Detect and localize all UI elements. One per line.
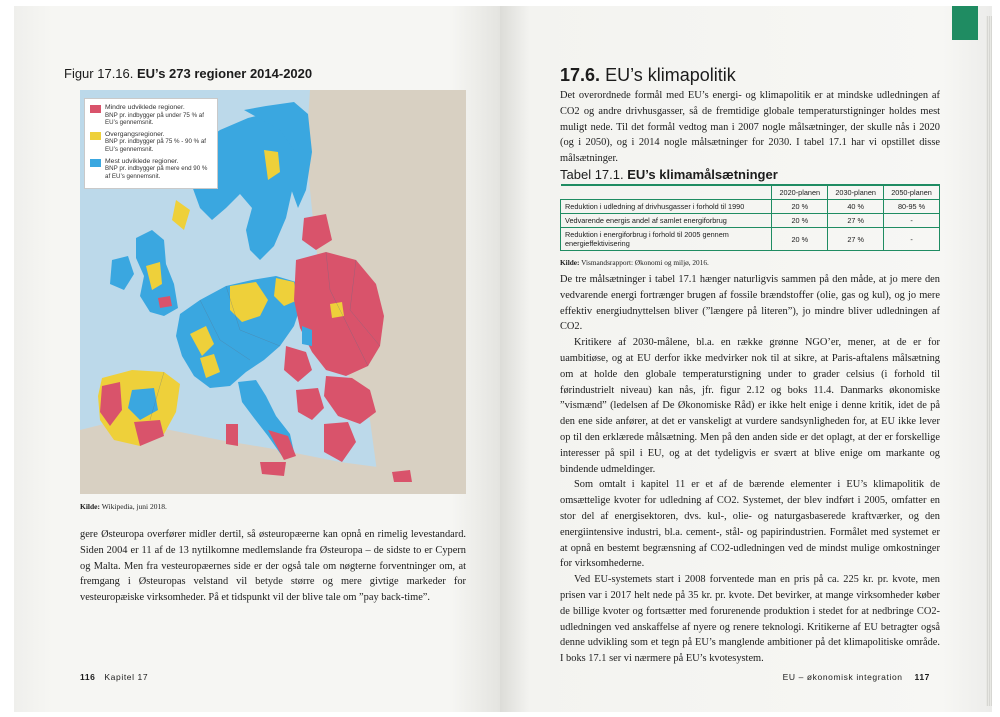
source-label: Kilde: bbox=[80, 502, 100, 511]
source-text: Wikipedia, juni 2018. bbox=[101, 502, 167, 511]
legend-swatch-blue bbox=[90, 159, 101, 167]
source-label: Kilde: bbox=[560, 258, 580, 267]
legend-swatch-yellow bbox=[90, 132, 101, 140]
table-header-row bbox=[561, 185, 940, 200]
table-header-cell: 2030-planen bbox=[828, 185, 884, 200]
legend-text-less-developed bbox=[105, 104, 212, 127]
chapter-label: Kapitel 17 bbox=[104, 672, 149, 682]
left-footer bbox=[80, 672, 148, 682]
table-header-cell: 2020-planen bbox=[772, 185, 828, 200]
table-cell: - bbox=[884, 214, 940, 228]
table-cell: 27 % bbox=[828, 214, 884, 228]
map-legend bbox=[84, 98, 218, 189]
table-cell: 27 % bbox=[828, 228, 884, 251]
table-source bbox=[560, 258, 709, 267]
page-tab-marker bbox=[952, 6, 978, 40]
page-edge bbox=[986, 16, 992, 706]
figure-number: Figur 17.16. bbox=[64, 66, 134, 81]
right-page bbox=[500, 6, 992, 712]
legend-text-transition bbox=[105, 131, 212, 154]
table-header-cell bbox=[561, 185, 772, 200]
intro-paragraph: Det overordnede formål med EU’s energi- og klimapolitik er at mindske udledningen af CO2 og andre drivhusgasser, så de fremtidige globale temperaturstigninger holdes mest muligt nede. Til det formål vedtog man i 2007 nogle målsætninger, der skulle nås i 2020 (og i 2050), og i 2014 nogle målsætninger for 2030. I tabel 17.1 har vi opstillet disse målsætninger. bbox=[560, 90, 940, 165]
legend-description: BNP pr. indbygger på under 75 % af EU’s gennemsnit. bbox=[105, 111, 204, 127]
body-paragraph: Som omtalt i kapitel 11 er et af de bærende elementer i EU’s klimapolitik de omsættelige kvoter for udledning af CO2. Systemet, der blev indført i 2005, omfatter en stor del af energisektoren, dvs. kul-, olie- og naturgasbaserede kraftværker, og den energiintensive industri, bl.a. cement-, stål- og papirindustrien. Formålet med systemet er at opnå en bestemt begrænsning af CO2-udledningen ved de mindst mulige omkostninger for virksomhederne. bbox=[560, 479, 940, 570]
table-cell: 20 % bbox=[772, 200, 828, 214]
table-title: EU’s klimamålsætninger bbox=[627, 167, 778, 182]
table-row bbox=[561, 228, 940, 251]
table-cell: - bbox=[884, 228, 940, 251]
running-head: EU – økonomisk integration bbox=[782, 672, 903, 682]
legend-description: BNP pr. indbygger på 75 % - 90 % af EU’s gennemsnit. bbox=[105, 138, 207, 153]
table-row bbox=[561, 214, 940, 228]
figure-caption bbox=[64, 66, 312, 81]
figure-title: EU’s 273 regioner 2014-2020 bbox=[137, 66, 313, 81]
left-body-text bbox=[80, 527, 466, 606]
page-number: 116 bbox=[80, 672, 96, 682]
eu-regions-map bbox=[80, 90, 466, 494]
table-cell: 20 % bbox=[772, 214, 828, 228]
table-header-cell: 2050-planen bbox=[884, 185, 940, 200]
book-spread bbox=[14, 6, 992, 712]
section-heading bbox=[560, 65, 736, 86]
climate-goals-table bbox=[560, 184, 940, 251]
table-cell: Reduktion i udledning af drivhusgasser i forhold til 1990 bbox=[561, 200, 772, 214]
source-text: Vismandsrapport: Økonomi og miljø, 2016. bbox=[581, 258, 709, 267]
legend-title: Overgangsregioner. bbox=[105, 130, 165, 138]
section-title: EU’s klimapolitik bbox=[605, 65, 736, 85]
left-paragraph: gere Østeuropa overfører midler dertil, så østeuropæerne kan opnå en rimelig levestandard. Siden 2004 er 11 af de 13 nytilkomne medlemslande fra Østeuropa – de sidste to er Cypern og Malta. Men fra vesteuropæernes side er der også tale om nøgterne forventninger om, at fremgang i Østeuropas velstand vil betyde større og mere givtige markeder for vesteuropæiske virksomheder. På et tidspunkt vil der blive tale om ”pay back-time”. bbox=[80, 529, 466, 604]
left-page bbox=[14, 6, 500, 712]
legend-text-most-developed bbox=[105, 158, 212, 181]
intro-text bbox=[560, 88, 940, 167]
body-paragraph: Ved EU-systemets start i 2008 forventede man en pris på ca. 225 kr. pr. kvote, men prisen var i 2017 helt nede på 35 kr. pr. kvote. Det bevirker, at mange virksomheder køber de billige kvoter og fortsætter med forurenende produktion i stedet for at nedbringe CO2-udledningen ved anskaffelse af nyere og renere teknologi. Kritikerne af EU betragter også denne udvikling som et tegn på EU’s manglende ambitioner på det klimapolitiske område. I boks 17.1 ser vi nærmere på EU’s kvotesystem. bbox=[560, 574, 940, 665]
table-number: Tabel 17.1. bbox=[560, 167, 624, 182]
right-footer bbox=[783, 672, 930, 682]
body-paragraph: De tre målsætninger i tabel 17.1 hænger naturligvis sammen på den måde, at jo mere den vedvarende energi fortrænger brugen af fossile brændstoffer (olie, gas og kul), og jo mere effektiv energiudnyttelsen bliver (”længere på literen”), jo mindre bliver udledningen af CO2. bbox=[560, 274, 940, 333]
right-body-text bbox=[560, 272, 940, 667]
table-cell: Reduktion i energiforbrug i forhold til 2005 gennem energieffektivisering bbox=[561, 228, 772, 251]
legend-swatch-red bbox=[90, 105, 101, 113]
table-cell: 80-95 % bbox=[884, 200, 940, 214]
page-number: 117 bbox=[914, 672, 930, 682]
table-cell: 20 % bbox=[772, 228, 828, 251]
table-cell: 40 % bbox=[828, 200, 884, 214]
section-number: 17.6. bbox=[560, 65, 601, 85]
legend-title: Mindre udviklede regioner. bbox=[105, 104, 185, 111]
legend-item-most-developed bbox=[90, 158, 212, 181]
legend-title: Mest udviklede regioner. bbox=[105, 157, 179, 165]
legend-item-less-developed bbox=[90, 104, 212, 127]
table-row bbox=[561, 200, 940, 214]
legend-description: BNP pr. indbygger på mere end 90 % af EU’s gennemsnit. bbox=[105, 165, 208, 180]
body-paragraph: Kritikere af 2030-målene, bl.a. en række grønne NGO’er, mener, at de er for uambitiøse, og at EU derfor ikke medvirker nok til at sikre, at Paris-aftalens målsætning om at holde den globale temperaturstigning under to grader celsius (i forhold til førindustrielt niveau) kan nås, jfr. figur 2.12 og boks 11.4. Danmarks økonomiske ”vismænd” (ledelsen af De Økonomiske Råd) er ikke helt enige i denne kritik, idet de på den ene side anfører, at det er vanskeligt at vurdere sandsynligheden for, at EU ikke lever op til den erklærede målsætning. Men på den anden side er det oplagt, at der er forskellige interesser på spil i EU, og at det tydeligvis er svært at blive enige om markante og bindende udmeldinger. bbox=[560, 337, 940, 475]
legend-item-transition bbox=[90, 131, 212, 154]
table-cell: Vedvarende energis andel af samlet energiforbrug bbox=[561, 214, 772, 228]
figure-source bbox=[80, 502, 167, 511]
table-caption bbox=[560, 167, 778, 182]
